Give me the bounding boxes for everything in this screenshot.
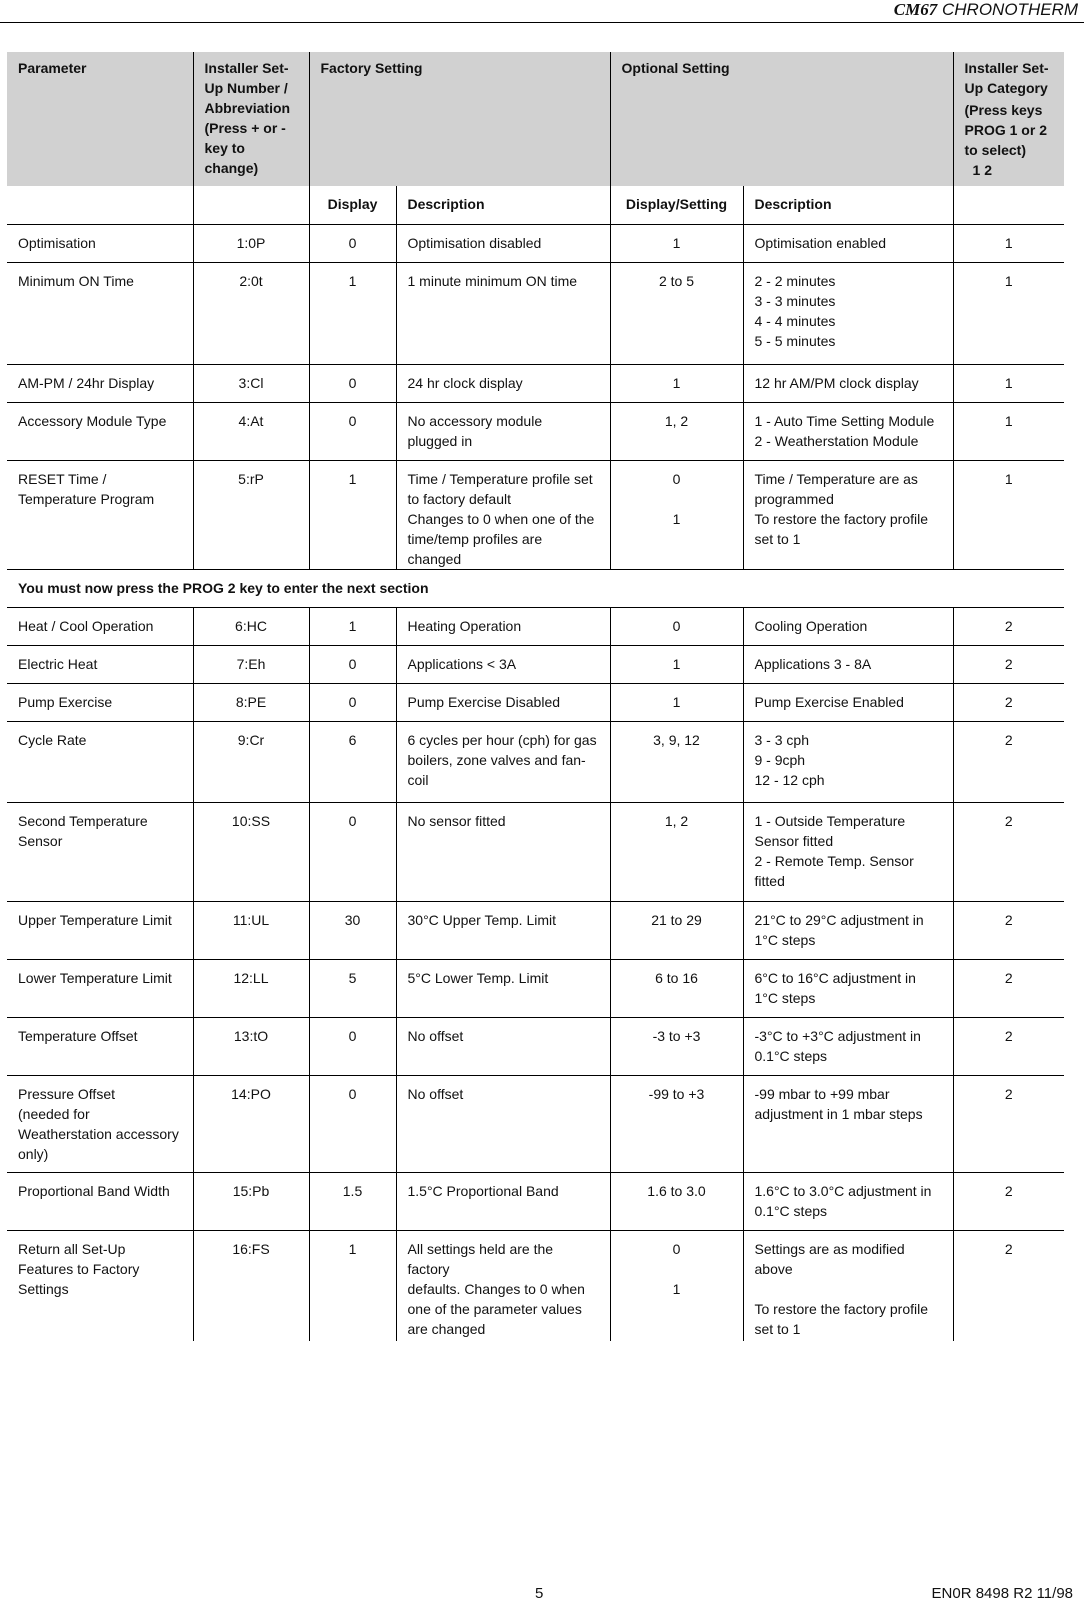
cell-optional-setting-line: 1, 2 [664, 413, 689, 429]
cell-description-line: defaults. Changes to 0 when [407, 1281, 585, 1297]
cell-category: 2 [953, 1018, 1064, 1076]
header-factory-setting: Factory Setting [309, 52, 610, 186]
cell-category: 1 [953, 461, 1064, 570]
cell-optional-description-line: 1.6°C to 3.0°C adjustment in [754, 1183, 932, 1199]
cell-optional-setting-line: -3 to +3 [652, 1028, 701, 1044]
cell-optional-description [743, 960, 953, 1018]
cell-optional-description [743, 1231, 953, 1342]
cell-parameter-line: Return all Set-Up [18, 1241, 126, 1257]
table-row [7, 1173, 1064, 1231]
cell-optional-setting [610, 960, 743, 1018]
cell-code: 16:FS [193, 1231, 309, 1342]
cell-parameter [7, 225, 193, 263]
table-row [7, 365, 1064, 403]
table-row [7, 722, 1064, 803]
cell-parameter-line: RESET Time / [18, 471, 107, 487]
cell-optional-description-line: 4 - 4 minutes [754, 313, 836, 329]
table-row [7, 1076, 1064, 1173]
cell-code: 11:UL [193, 902, 309, 960]
cell-optional-description-line: 1°C steps [754, 932, 816, 948]
cell-description-line: Pump Exercise Disabled [407, 694, 561, 710]
cell-description [396, 263, 610, 365]
cell-parameter [7, 803, 193, 902]
cell-optional-description-line: adjustment in 1 mbar steps [754, 1106, 923, 1122]
cell-optional-description-line: 3 - 3 minutes [754, 293, 836, 309]
cell-optional-description [743, 263, 953, 365]
cell-description [396, 803, 610, 902]
cell-optional-setting [610, 722, 743, 803]
cell-code: 12:LL [193, 960, 309, 1018]
cell-parameter-line: Pump Exercise [18, 694, 113, 710]
cell-description-line: 24 hr clock display [407, 375, 523, 391]
cell-optional-setting-line: 1 [672, 235, 681, 251]
cell-optional-description-line: 12 hr AM/PM clock display [754, 375, 919, 391]
cell-category: 2 [953, 1231, 1064, 1342]
table-row [7, 1018, 1064, 1076]
cell-parameter-line: Electric Heat [18, 656, 98, 672]
cell-parameter-line: Weatherstation accessory [18, 1126, 179, 1142]
cell-category: 1 [953, 225, 1064, 263]
cell-code: 2:0t [193, 263, 309, 365]
cell-description-line: Heating Operation [407, 618, 522, 634]
cell-optional-description-line: 12 - 12 cph [754, 772, 825, 788]
cell-optional-description-line: 0.1°C steps [754, 1048, 828, 1064]
cell-description [396, 722, 610, 803]
cell-optional-description-line: set to 1 [754, 1321, 801, 1337]
cell-parameter [7, 461, 193, 570]
cell-parameter [7, 1076, 193, 1173]
subheader-description: Description [396, 186, 610, 225]
cell-optional-setting-line: 1 [672, 375, 681, 391]
cell-optional-description-line: above [754, 1261, 793, 1277]
cell-category: 2 [953, 902, 1064, 960]
cell-display: 0 [309, 403, 396, 461]
cell-optional-setting-line: 1 [672, 511, 681, 527]
cell-optional-setting-line: 6 to 16 [655, 970, 698, 986]
cell-category: 1 [953, 403, 1064, 461]
cell-optional-description-line: programmed [754, 491, 834, 507]
cell-parameter [7, 263, 193, 365]
cell-optional-description-line: set to 1 [754, 531, 801, 547]
cell-code: 5:rP [193, 461, 309, 570]
cell-code: 3:Cl [193, 365, 309, 403]
cell-description-line: 1.5°C Proportional Band [407, 1183, 559, 1199]
cell-optional-description-line: 9 - 9cph [754, 752, 806, 768]
cell-parameter [7, 960, 193, 1018]
cell-description [396, 403, 610, 461]
cell-description [396, 960, 610, 1018]
cell-optional-setting-line: -99 to +3 [648, 1086, 705, 1102]
cell-code: 4:At [193, 403, 309, 461]
cell-category: 2 [953, 646, 1064, 684]
cell-parameter-line: Features to Factory [18, 1261, 140, 1277]
header-category [953, 52, 1064, 186]
cell-optional-setting [610, 803, 743, 902]
model-name: CM67 [893, 0, 938, 19]
cell-parameter-line: AM-PM / 24hr Display [18, 375, 155, 391]
cell-category: 1 [953, 365, 1064, 403]
cell-display: 1 [309, 263, 396, 365]
cell-optional-description-line: 1 - Auto Time Setting Module [754, 413, 935, 429]
table-row [7, 225, 1064, 263]
cell-parameter [7, 1231, 193, 1342]
cell-category: 2 [953, 684, 1064, 722]
cell-display: 6 [309, 722, 396, 803]
cell-optional-setting [610, 263, 743, 365]
cell-parameter [7, 722, 193, 803]
cell-display: 0 [309, 803, 396, 902]
header-installer-number: Installer Set-Up Number / Abbreviation (Press + or - key to change) [193, 52, 309, 186]
cell-optional-setting-line: 1.6 to 3.0 [647, 1183, 706, 1199]
cell-optional-setting [610, 1076, 743, 1173]
cell-parameter-line: Proportional Band Width [18, 1183, 170, 1199]
cell-optional-setting [610, 1173, 743, 1231]
cell-optional-description-line: To restore the factory profile [754, 511, 929, 527]
cell-optional-description-line: 1°C steps [754, 990, 816, 1006]
cell-optional-description [743, 902, 953, 960]
cell-optional-setting-line [622, 1259, 732, 1279]
cell-display: 0 [309, 684, 396, 722]
cell-optional-setting-line: 1, 2 [664, 813, 689, 829]
cell-optional-description-line: 2 - Remote Temp. Sensor [754, 853, 914, 869]
cell-optional-setting [610, 684, 743, 722]
cell-optional-description-line: 5 - 5 minutes [754, 333, 836, 349]
cell-optional-description [743, 1018, 953, 1076]
cell-display: 1 [309, 1231, 396, 1342]
cell-optional-setting [610, 1231, 743, 1342]
cell-description-line: Optimisation disabled [407, 235, 542, 251]
cell-description-line: 6 cycles per hour (cph) for gas [407, 732, 597, 748]
cell-description-line: to factory default [407, 491, 512, 507]
header-category-note: (Press keys PROG 1 or 2 to select) [964, 102, 1047, 158]
cell-description [396, 1018, 610, 1076]
cell-parameter-line: Sensor [18, 833, 63, 849]
cell-parameter-line: Minimum ON Time [18, 273, 134, 289]
cell-optional-setting [610, 608, 743, 646]
cell-parameter [7, 365, 193, 403]
cell-display: 0 [309, 1018, 396, 1076]
cell-description [396, 608, 610, 646]
cell-parameter-line: Heat / Cool Operation [18, 618, 154, 634]
cell-description-line: 30°C Upper Temp. Limit [407, 912, 557, 928]
cell-optional-setting [610, 1018, 743, 1076]
cell-optional-description-line: fitted [754, 873, 785, 889]
cell-optional-setting [610, 403, 743, 461]
cell-description [396, 1076, 610, 1173]
cell-description-line: No accessory module [407, 413, 543, 429]
cell-parameter-line: Optimisation [18, 235, 96, 251]
section-note: You must now press the PROG 2 key to enter the next section [7, 570, 1064, 608]
cell-optional-description-line: 3 - 3 cph [754, 732, 809, 748]
cell-description [396, 461, 610, 570]
cell-description-line: Time / Temperature profile set [407, 471, 593, 487]
cell-optional-setting-line: 21 to 29 [651, 912, 702, 928]
cell-code: 8:PE [193, 684, 309, 722]
table-row [7, 263, 1064, 365]
cell-optional-description-line: 2 - Weatherstation Module [754, 433, 919, 449]
cell-optional-setting-line: 2 to 5 [658, 273, 695, 289]
cell-category: 2 [953, 1076, 1064, 1173]
subheader-display-setting: Display/Setting [610, 186, 743, 225]
cell-optional-description-line: 21°C to 29°C adjustment in [754, 912, 924, 928]
cell-parameter-line: Pressure Offset [18, 1086, 116, 1102]
cell-parameter-line: (needed for [18, 1106, 90, 1122]
table-row [7, 608, 1064, 646]
cell-description-line: one of the parameter values [407, 1301, 582, 1317]
cell-optional-description-line: Cooling Operation [754, 618, 868, 634]
cell-optional-description [743, 803, 953, 902]
cell-description-line: Applications < 3A [407, 656, 517, 672]
cell-optional-description-line: Time / Temperature are as [754, 471, 918, 487]
cell-parameter [7, 403, 193, 461]
cell-optional-setting [610, 365, 743, 403]
cell-description-line: time/temp profiles are changed [407, 531, 543, 567]
cell-code: 1:0P [193, 225, 309, 263]
cell-description [396, 684, 610, 722]
cell-optional-setting [610, 461, 743, 570]
header-rule [0, 22, 1084, 23]
cell-parameter-line: Temperature Program [18, 491, 155, 507]
cell-optional-description-line [755, 1279, 942, 1299]
cell-optional-description-line: 2 - 2 minutes [754, 273, 836, 289]
cell-optional-description [743, 365, 953, 403]
cell-display: 0 [309, 225, 396, 263]
cell-code: 7:Eh [193, 646, 309, 684]
cell-display: 5 [309, 960, 396, 1018]
cell-description-line: Changes to 0 when one of the [407, 511, 595, 527]
cell-optional-description-line: Optimisation enabled [754, 235, 887, 251]
cell-optional-description-line: Pump Exercise Enabled [754, 694, 904, 710]
cell-category: 2 [953, 1173, 1064, 1231]
cell-display: 0 [309, 365, 396, 403]
table-row [7, 646, 1064, 684]
table-row [7, 1231, 1064, 1342]
cell-display: 30 [309, 902, 396, 960]
cell-optional-description [743, 608, 953, 646]
cell-optional-description-line: 1 - Outside Temperature [754, 813, 906, 829]
cell-optional-setting [610, 646, 743, 684]
cell-display: 1 [309, 461, 396, 570]
cell-optional-setting-line: 3, 9, 12 [653, 732, 700, 748]
table-header-row [7, 52, 1064, 186]
cell-parameter-line: only) [18, 1146, 49, 1162]
cell-description-line: coil [407, 772, 429, 788]
page-number: 5 [535, 1585, 544, 1602]
cell-display: 0 [309, 1076, 396, 1173]
header-category-options: 1 2 [972, 162, 992, 178]
subheader-opt-description: Description [743, 186, 953, 225]
parameter-table [7, 52, 1064, 1341]
cell-optional-description [743, 461, 953, 570]
cell-parameter [7, 684, 193, 722]
cell-optional-description-line: 6°C to 16°C adjustment in [754, 970, 916, 986]
cell-description [396, 646, 610, 684]
table-row [7, 803, 1064, 902]
table-row [7, 960, 1064, 1018]
cell-category: 2 [953, 608, 1064, 646]
cell-code: 6:HC [193, 608, 309, 646]
cell-parameter [7, 608, 193, 646]
cell-parameter-line: Temperature Offset [18, 1028, 138, 1044]
cell-description-line: No sensor fitted [407, 813, 506, 829]
cell-optional-setting-line: 1 [672, 1281, 681, 1297]
cell-parameter-line: Upper Temperature Limit [18, 912, 172, 928]
cell-optional-setting-line: 0 [672, 471, 681, 487]
cell-code: 9:Cr [193, 722, 309, 803]
cell-optional-description [743, 684, 953, 722]
cell-optional-description [743, 646, 953, 684]
cell-description-line: boilers, zone valves and fan- [407, 752, 586, 768]
document-reference: EN0R 8498 R2 11/98 [931, 1585, 1073, 1602]
cell-description-line: No offset [407, 1028, 464, 1044]
cell-optional-description [743, 225, 953, 263]
cell-optional-description-line: Applications 3 - 8A [754, 656, 872, 672]
cell-display: 1.5 [309, 1173, 396, 1231]
cell-optional-description-line: 0.1°C steps [754, 1203, 828, 1219]
cell-description-line: All settings held are the factory [407, 1241, 554, 1277]
cell-description [396, 1173, 610, 1231]
cell-optional-setting-line: 1 [672, 656, 681, 672]
cell-code: 13:tO [193, 1018, 309, 1076]
cell-parameter [7, 902, 193, 960]
cell-description-line: plugged in [407, 433, 473, 449]
header-optional-setting: Optional Setting [610, 52, 953, 186]
cell-code: 10:SS [193, 803, 309, 902]
header-category-title: Installer Set-Up Category [964, 60, 1049, 96]
cell-description-line: are changed [407, 1321, 486, 1337]
cell-optional-description [743, 1076, 953, 1173]
subheader-display: Display [309, 186, 396, 225]
cell-optional-setting-line: 0 [672, 618, 681, 634]
cell-optional-description-line: -99 mbar to +99 mbar [754, 1086, 890, 1102]
cell-optional-description-line: Settings are as modified [754, 1241, 905, 1257]
table-row [7, 403, 1064, 461]
cell-description-line: 5°C Lower Temp. Limit [407, 970, 549, 986]
cell-category: 2 [953, 722, 1064, 803]
cell-parameter [7, 1173, 193, 1231]
cell-optional-description [743, 1173, 953, 1231]
cell-parameter-line: Second Temperature [18, 813, 148, 829]
table-row [7, 902, 1064, 960]
cell-optional-setting-line: 1 [672, 694, 681, 710]
section-note-row [7, 570, 1064, 608]
cell-optional-description-line: To restore the factory profile [754, 1301, 929, 1317]
cell-category: 2 [953, 960, 1064, 1018]
cell-code: 15:Pb [193, 1173, 309, 1231]
cell-category: 1 [953, 263, 1064, 365]
cell-optional-description-line: Sensor fitted [754, 833, 834, 849]
cell-parameter [7, 646, 193, 684]
header-parameter: Parameter [7, 52, 193, 186]
cell-description-line: No offset [407, 1086, 464, 1102]
cell-optional-description [743, 403, 953, 461]
table-row [7, 461, 1064, 570]
cell-parameter-line: Lower Temperature Limit [18, 970, 172, 986]
cell-parameter-line: Accessory Module Type [18, 413, 167, 429]
cell-optional-description-line: -3°C to +3°C adjustment in [754, 1028, 921, 1044]
cell-category: 2 [953, 803, 1064, 902]
cell-description [396, 365, 610, 403]
table-row [7, 684, 1064, 722]
document-header [894, 0, 1078, 20]
cell-display: 1 [309, 608, 396, 646]
cell-optional-setting [610, 225, 743, 263]
cell-description [396, 1231, 610, 1342]
cell-optional-setting [610, 902, 743, 960]
cell-optional-setting-line: 0 [672, 1241, 681, 1257]
cell-parameter [7, 1018, 193, 1076]
cell-parameter-line: Cycle Rate [18, 732, 87, 748]
cell-parameter-line: Settings [18, 1281, 69, 1297]
cell-description [396, 225, 610, 263]
table-subheader-row [7, 186, 1064, 225]
cell-display: 0 [309, 646, 396, 684]
cell-optional-setting-line [622, 489, 732, 509]
cell-description-line: 1 minute minimum ON time [407, 273, 578, 289]
cell-description [396, 902, 610, 960]
cell-optional-description [743, 722, 953, 803]
cell-code: 14:PO [193, 1076, 309, 1173]
product-title: CHRONOTHERM [942, 0, 1078, 19]
